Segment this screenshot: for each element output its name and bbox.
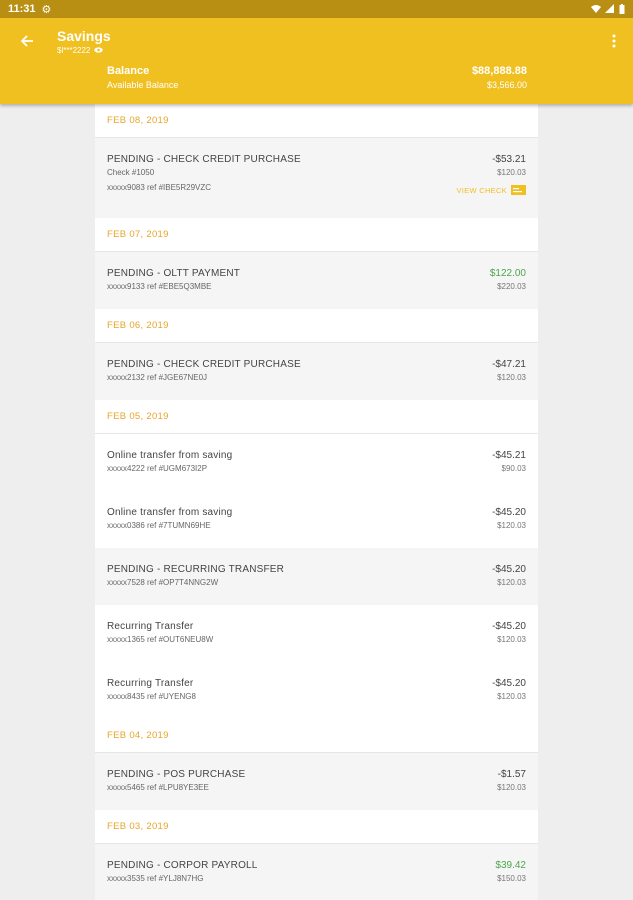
transaction-balance: $120.03 bbox=[497, 635, 526, 644]
account-mask: $l***2222 bbox=[57, 46, 91, 55]
transaction-row[interactable] bbox=[95, 343, 538, 400]
transaction-amount: $122.00 bbox=[489, 268, 526, 279]
transaction-amount: -$45.20 bbox=[492, 507, 526, 518]
transaction-balance: $120.03 bbox=[497, 521, 526, 530]
transaction-description: Online transfer from saving bbox=[107, 507, 233, 518]
transaction-balance: $90.03 bbox=[501, 464, 526, 473]
arrow-back-icon bbox=[20, 34, 34, 48]
transaction-balance: $120.03 bbox=[497, 692, 526, 701]
eye-icon[interactable] bbox=[94, 46, 103, 55]
transaction-amount: -$45.21 bbox=[492, 450, 526, 461]
status-time: 11:31 bbox=[8, 3, 36, 15]
transaction-amount: -$45.20 bbox=[492, 564, 526, 575]
transaction-row[interactable] bbox=[95, 138, 538, 218]
transaction-list[interactable] bbox=[95, 104, 538, 900]
transaction-reference: xxxxx3535 ref #YLJ8N7HG bbox=[107, 874, 204, 883]
transaction-balance: $120.03 bbox=[497, 783, 526, 792]
back-button[interactable] bbox=[16, 30, 38, 52]
view-check-label: VIEW CHECK bbox=[456, 185, 507, 195]
transaction-amount: -$45.20 bbox=[492, 678, 526, 689]
more-vert-icon bbox=[612, 34, 616, 48]
balance-value: $88,888.88 bbox=[471, 65, 527, 77]
transaction-amount: $39.42 bbox=[495, 860, 526, 871]
transaction-amount: -$45.20 bbox=[492, 621, 526, 632]
date-header: FEB 04, 2019 bbox=[95, 719, 538, 753]
transaction-balance: $120.03 bbox=[497, 578, 526, 587]
transaction-reference: xxxxx8435 ref #UYENG8 bbox=[107, 692, 196, 701]
transaction-balance: $150.03 bbox=[497, 874, 526, 883]
transaction-row[interactable] bbox=[95, 252, 538, 309]
account-number bbox=[57, 46, 103, 55]
transaction-amount: -$47.21 bbox=[492, 359, 526, 370]
date-header: FEB 05, 2019 bbox=[95, 400, 538, 434]
transaction-reference: xxxxx4222 ref #UGM673I2P bbox=[107, 464, 208, 473]
transaction-balance: $220.03 bbox=[497, 282, 526, 291]
status-bar bbox=[0, 0, 633, 18]
balance-label: Balance bbox=[107, 65, 150, 77]
settings-gear-icon: ⚙ bbox=[41, 3, 52, 16]
date-header: FEB 03, 2019 bbox=[95, 810, 538, 844]
battery-icon bbox=[619, 4, 625, 14]
transaction-balance: $120.03 bbox=[497, 168, 526, 177]
check-image-icon bbox=[511, 185, 526, 195]
transaction-description: PENDING - OLTT PAYMENT bbox=[107, 268, 241, 279]
transaction-description: PENDING - POS PURCHASE bbox=[107, 769, 246, 780]
transaction-description: PENDING - CHECK CREDIT PURCHASE bbox=[107, 359, 301, 370]
view-check-link[interactable] bbox=[456, 185, 526, 195]
transaction-row[interactable] bbox=[95, 753, 538, 810]
wifi-icon bbox=[591, 4, 601, 14]
transaction-amount: -$53.21 bbox=[492, 154, 526, 165]
overflow-menu-button[interactable] bbox=[609, 32, 619, 50]
transaction-row[interactable] bbox=[95, 434, 538, 491]
transaction-balance: $120.03 bbox=[497, 373, 526, 382]
transaction-row[interactable] bbox=[95, 548, 538, 605]
available-balance-label: Available Balance bbox=[107, 80, 179, 90]
transaction-description: Online transfer from saving bbox=[107, 450, 233, 461]
page-title: Savings bbox=[57, 28, 111, 44]
transaction-reference: xxxxx9133 ref #EBE5Q3MBE bbox=[107, 282, 212, 291]
transaction-check-number: Check #1050 bbox=[107, 168, 155, 177]
transaction-reference: xxxxx7528 ref #OP7T4NNG2W bbox=[107, 578, 219, 587]
transaction-reference: xxxxx9083 ref #IBE5R29VZC bbox=[107, 183, 212, 192]
transaction-row[interactable] bbox=[95, 605, 538, 662]
transaction-reference: xxxxx2132 ref #JGE67NE0J bbox=[107, 373, 208, 382]
available-balance-value: $3,566.00 bbox=[486, 80, 527, 90]
transaction-amount: -$1.57 bbox=[497, 769, 526, 780]
transaction-description: PENDING - RECURRING TRANSFER bbox=[107, 564, 285, 575]
status-icons bbox=[591, 4, 625, 14]
transaction-description: PENDING - CORPOR PAYROLL bbox=[107, 860, 258, 871]
transaction-row[interactable] bbox=[95, 491, 538, 548]
transaction-description: Recurring Transfer bbox=[107, 678, 194, 689]
date-header: FEB 06, 2019 bbox=[95, 309, 538, 343]
transaction-reference: xxxxx1365 ref #OUT6NEU8W bbox=[107, 635, 214, 644]
transaction-description: PENDING - CHECK CREDIT PURCHASE bbox=[107, 154, 301, 165]
transaction-row[interactable] bbox=[95, 662, 538, 719]
date-header: FEB 07, 2019 bbox=[95, 218, 538, 252]
transaction-description: Recurring Transfer bbox=[107, 621, 194, 632]
app-bar bbox=[0, 18, 633, 104]
signal-icon bbox=[605, 4, 615, 14]
transaction-row[interactable] bbox=[95, 844, 538, 900]
transaction-reference: xxxxx5465 ref #LPU8YE3EE bbox=[107, 783, 209, 792]
transaction-reference: xxxxx0386 ref #7TUMN69HE bbox=[107, 521, 211, 530]
date-header: FEB 08, 2019 bbox=[95, 104, 538, 138]
